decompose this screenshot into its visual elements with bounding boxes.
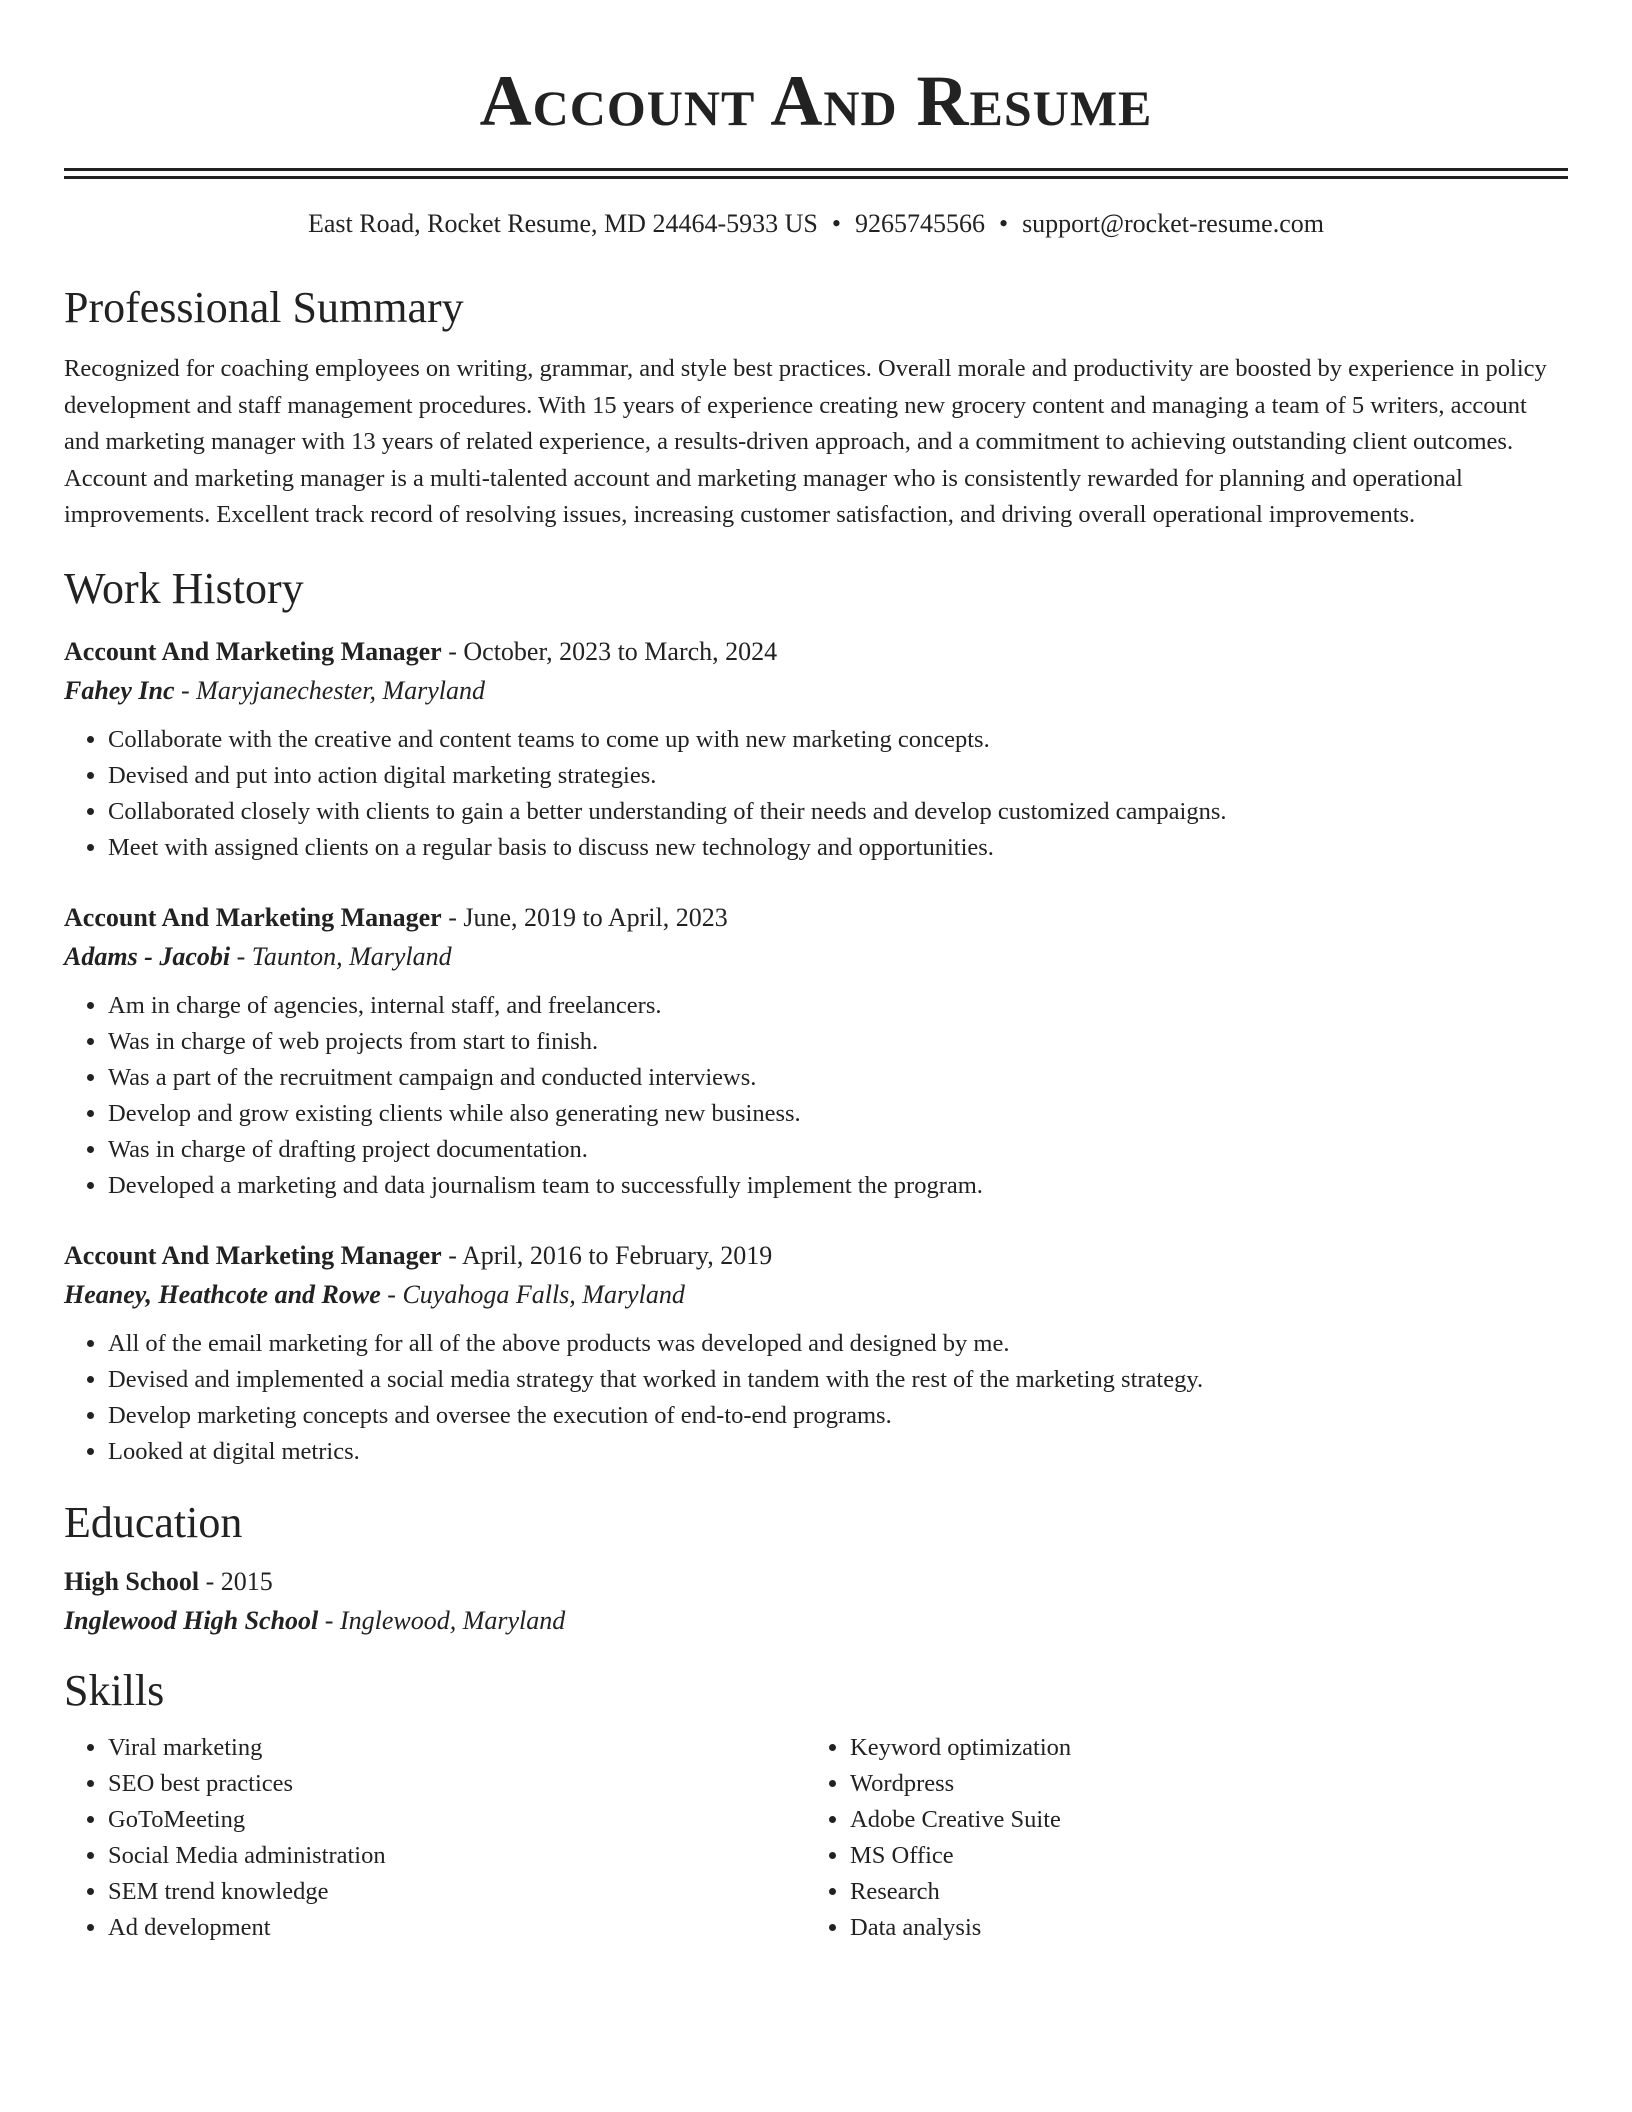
title-double-rule — [64, 168, 1568, 179]
skills-columns — [64, 1730, 1568, 1946]
skill-item: • Ad development — [108, 1910, 806, 1946]
job-bullet: • Collaborate with the creative and content teams to come up with new marketing concepts. — [108, 722, 1568, 758]
education-degree-line: High School - 2015 — [64, 1566, 273, 1596]
job-entry — [64, 1236, 1568, 1470]
job-bullet: • Developed a marketing and data journalism team to successfully implement the program. — [108, 1168, 1568, 1204]
education-heading: Education — [64, 1497, 243, 1547]
contact-line — [64, 207, 1568, 241]
summary-heading: Professional Summary — [64, 283, 464, 332]
skill-item: • SEM trend knowledge — [108, 1874, 806, 1910]
education-year: 2015 — [220, 1566, 273, 1596]
skill-item: • SEO best practices — [108, 1766, 806, 1802]
job-entry — [64, 632, 1568, 866]
job-dates: June, 2019 to April, 2023 — [463, 902, 728, 932]
skill-item: • Adobe Creative Suite — [850, 1802, 1548, 1838]
skills-heading: Skills — [64, 1665, 165, 1715]
job-title: Account And Marketing Manager — [64, 902, 442, 932]
job-title: Account And Marketing Manager — [64, 636, 442, 666]
education-degree: High School — [64, 1566, 200, 1596]
job-bullet: • Meet with assigned clients on a regular basis to discuss new technology and opportunities. — [108, 830, 1568, 866]
job-company: Heaney, Heathcote and Rowe — [64, 1279, 381, 1309]
contact-separator: • — [998, 209, 1009, 238]
job-bullet: • Was in charge of web projects from start to finish. — [108, 1024, 1568, 1060]
skill-item: • MS Office — [850, 1838, 1548, 1874]
job-title: Account And Marketing Manager — [64, 1240, 442, 1270]
skill-item: • Data analysis — [850, 1910, 1548, 1946]
job-location: Taunton, Maryland — [251, 941, 452, 971]
job-bullet: • Collaborated closely with clients to gain a better understanding of their needs and develop customized campaigns. — [108, 794, 1568, 830]
contact-separator: • — [831, 209, 841, 238]
skill-item: • Social Media administration — [108, 1838, 806, 1874]
education-location: Inglewood, Maryland — [339, 1605, 566, 1635]
job-bullet: • Looked at digital metrics. — [108, 1434, 1568, 1470]
job-bullet: • Devised and implemented a social media strategy that worked in tandem with the rest of the marketing strategy. — [108, 1362, 1568, 1398]
job-bullet: • Develop marketing concepts and oversee the execution of end-to-end programs. — [108, 1398, 1568, 1434]
job-bullets — [64, 988, 1568, 1204]
skill-item: • Research — [850, 1874, 1548, 1910]
job-dates: October, 2023 to March, 2024 — [463, 636, 778, 666]
job-bullets — [64, 1326, 1568, 1470]
work-history-heading: Work History — [64, 563, 304, 613]
summary-text: Recognized for coaching employees on writing, grammar, and style best practices. Overall morale and productivity are boosted by experience in policy development and staff management procedures. With 15 years of experience creating new grocery content and managing a team of 5 writers, account and marketing manager with 13 years of related experience, a results-driven approach, and a commitment to achieving outstanding client outcomes. Account and marketing manager is a multi-talented account and marketing manager who is consistently rewarded for planning and operational improvements. Excellent track record of resolving issues, increasing customer satisfaction, and driving overall operational improvements. — [64, 355, 1547, 528]
contact-phone: 9265745566 — [854, 209, 985, 238]
skill-item: • Keyword optimization — [850, 1730, 1548, 1766]
job-entry — [64, 898, 1568, 1204]
job-company: Adams - Jacobi — [64, 941, 231, 971]
job-bullet: • Develop and grow existing clients while also generating new business. — [108, 1096, 1568, 1132]
job-bullet: • Was a part of the recruitment campaign and conducted interviews. — [108, 1060, 1568, 1096]
contact-email: support@rocket-resume.com — [1022, 209, 1324, 238]
skill-item: • Viral marketing — [108, 1730, 806, 1766]
job-title-line: Account And Marketing Manager - June, 2019 to April, 2023 — [64, 902, 728, 932]
job-company-line: Heaney, Heathcote and Rowe - Cuyahoga Falls, Maryland — [64, 1279, 685, 1309]
job-bullet: • All of the email marketing for all of the above products was developed and designed by me. — [108, 1326, 1568, 1362]
education-school: Inglewood High School — [64, 1605, 319, 1635]
job-dates: April, 2016 to February, 2019 — [461, 1240, 773, 1270]
skills-right-column — [806, 1730, 1548, 1946]
education-school-line: Inglewood High School - Inglewood, Maryland — [64, 1605, 566, 1635]
job-title-line: Account And Marketing Manager - October, 2023 to March, 2024 — [64, 636, 778, 666]
skills-left-column — [64, 1730, 806, 1946]
contact-address: East Road, Rocket Resume, MD 24464-5933 US — [308, 209, 818, 238]
skill-item: • Wordpress — [850, 1766, 1548, 1802]
job-company-line: Fahey Inc - Maryjanechester, Maryland — [64, 675, 485, 705]
job-company-line: Adams - Jacobi - Taunton, Maryland — [64, 941, 452, 971]
job-location: Cuyahoga Falls, Maryland — [402, 1279, 685, 1309]
job-bullet: • Devised and put into action digital marketing strategies. — [108, 758, 1568, 794]
job-title-line: Account And Marketing Manager - April, 2016 to February, 2019 — [64, 1240, 773, 1270]
education-entry — [64, 1562, 1568, 1640]
job-bullet: • Am in charge of agencies, internal staff, and freelancers. — [108, 988, 1568, 1024]
job-location: Maryjanechester, Maryland — [196, 675, 485, 705]
job-bullet: • Was in charge of drafting project documentation. — [108, 1132, 1568, 1168]
job-bullets — [64, 722, 1568, 866]
skill-item: • GoToMeeting — [108, 1802, 806, 1838]
job-company: Fahey Inc — [64, 675, 175, 705]
resume-title: Account And Resume — [479, 61, 1153, 141]
